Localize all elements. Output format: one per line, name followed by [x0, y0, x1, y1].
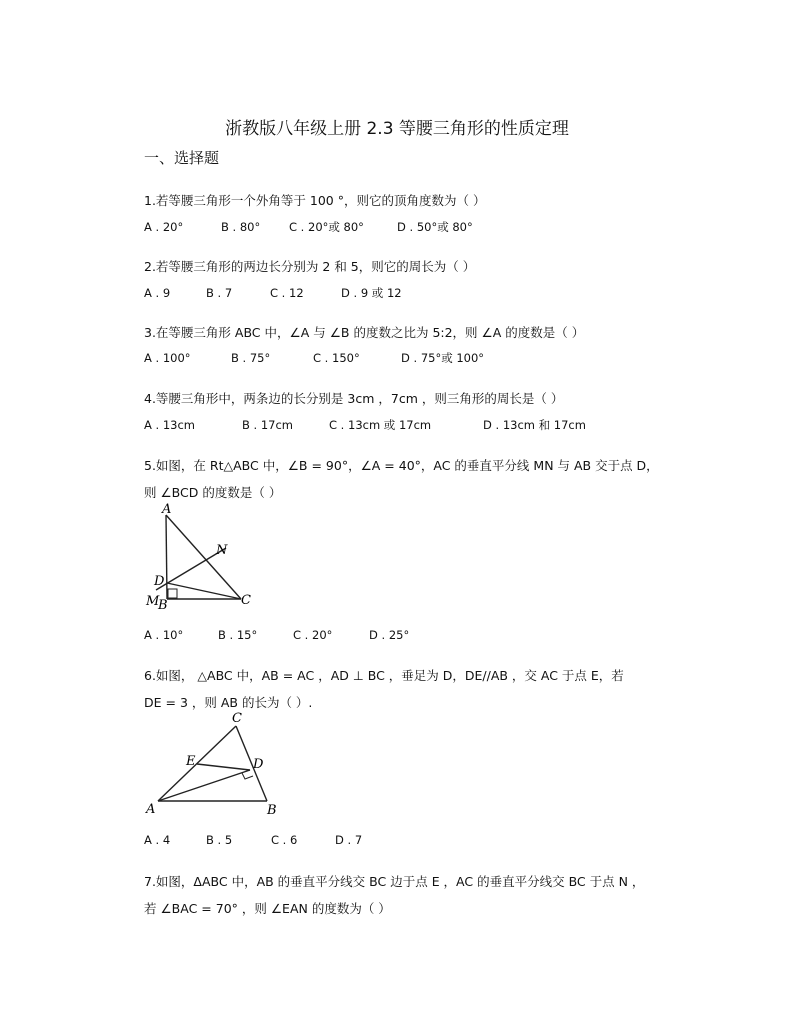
question-2-options — [144, 285, 402, 301]
question-4-options — [144, 417, 586, 433]
option-c[interactable]: C . 13cm 或 17cm — [329, 418, 432, 432]
label-b: B — [267, 803, 277, 818]
option-a[interactable]: A . 4 — [144, 833, 171, 847]
label-c: C — [232, 711, 242, 726]
option-d[interactable]: D . 50°或 80° — [397, 220, 473, 234]
label-e: E — [186, 754, 196, 769]
question-6-stem: 6.如图， △ABC 中，AB = AC ，AD ⊥ BC ，垂足为 D，DE//AB ，交 AC 于点 E，若 — [144, 668, 624, 683]
option-c[interactable]: C . 12 — [270, 286, 304, 300]
option-d[interactable]: D . 25° — [369, 628, 410, 642]
question-1-stem: 1.若等腰三角形一个外角等于 100 °，则它的顶角度数为（ ） — [144, 193, 486, 208]
question-6-stem-line2: DE = 3 ，则 AB 的长为（ ）. — [144, 695, 313, 710]
option-c[interactable]: C . 6 — [271, 833, 298, 847]
question-6-options — [144, 833, 362, 847]
question-4-stem: 4.等腰三角形中，两条边的长分别是 3cm ，7cm ，则三角形的周长是（ ） — [144, 391, 564, 406]
label-n: N — [216, 543, 228, 558]
option-b[interactable]: B . 80° — [221, 220, 261, 234]
option-a[interactable]: A . 20° — [144, 220, 184, 234]
option-b[interactable]: B . 17cm — [242, 418, 294, 432]
option-c[interactable]: C . 150° — [313, 351, 360, 365]
question-3-stem: 3.在等腰三角形 ABC 中，∠A 与 ∠B 的度数之比为 5:2，则 ∠A 的度数是（ ） — [144, 325, 585, 340]
question-3-options — [144, 350, 484, 366]
option-a[interactable]: A . 9 — [144, 286, 171, 300]
option-b[interactable]: B . 15° — [218, 628, 258, 642]
question-1-options — [144, 219, 473, 235]
label-a: A — [162, 502, 172, 517]
option-b[interactable]: B . 5 — [206, 833, 233, 847]
question-2-stem: 2.若等腰三角形的两边长分别为 2 和 5，则它的周长为（ ） — [144, 259, 476, 274]
option-d[interactable]: D . 9 或 12 — [341, 286, 402, 300]
option-b[interactable]: B . 75° — [231, 351, 271, 365]
question-5-stem: 5.如图，在 Rt△ABC 中，∠B = 90°，∠A = 40°，AC 的垂直平分线 MN 与 AB 交于点 D， — [144, 458, 659, 473]
option-a[interactable]: A . 13cm — [144, 418, 195, 432]
question-5-options — [144, 628, 409, 642]
question-7-stem-line2: 若 ∠BAC = 70° ，则 ∠EAN 的度数为（ ） — [144, 901, 391, 916]
question-5-figure — [140, 498, 270, 613]
option-d[interactable]: D . 7 — [335, 833, 363, 847]
option-c[interactable]: C . 20° — [293, 628, 333, 642]
label-b: B — [158, 598, 168, 613]
label-m: M — [146, 594, 160, 609]
section-heading: 一、选择题 — [144, 149, 220, 167]
label-c: C — [241, 593, 251, 608]
option-a[interactable]: A . 10° — [144, 628, 184, 642]
option-d[interactable]: D . 75°或 100° — [401, 351, 485, 365]
option-b[interactable]: B . 7 — [206, 286, 233, 300]
label-a: A — [146, 802, 156, 817]
page-title: 浙教版八年级上册 2.3 等腰三角形的性质定理 — [225, 119, 569, 139]
option-a[interactable]: A . 100° — [144, 351, 191, 365]
question-5-stem-line2: 则 ∠BCD 的度数是（ ） — [144, 485, 282, 500]
option-d[interactable]: D . 13cm 和 17cm — [483, 418, 586, 432]
label-d: D — [154, 574, 165, 589]
question-6-figure — [140, 708, 290, 820]
question-7-stem: 7.如图，ΔABC 中，AB 的垂直平分线交 BC 边于点 E ，AC 的垂直平分线交 BC 于点 N ， — [144, 874, 645, 889]
option-c[interactable]: C . 20°或 80° — [289, 220, 364, 234]
label-d: D — [253, 757, 264, 772]
